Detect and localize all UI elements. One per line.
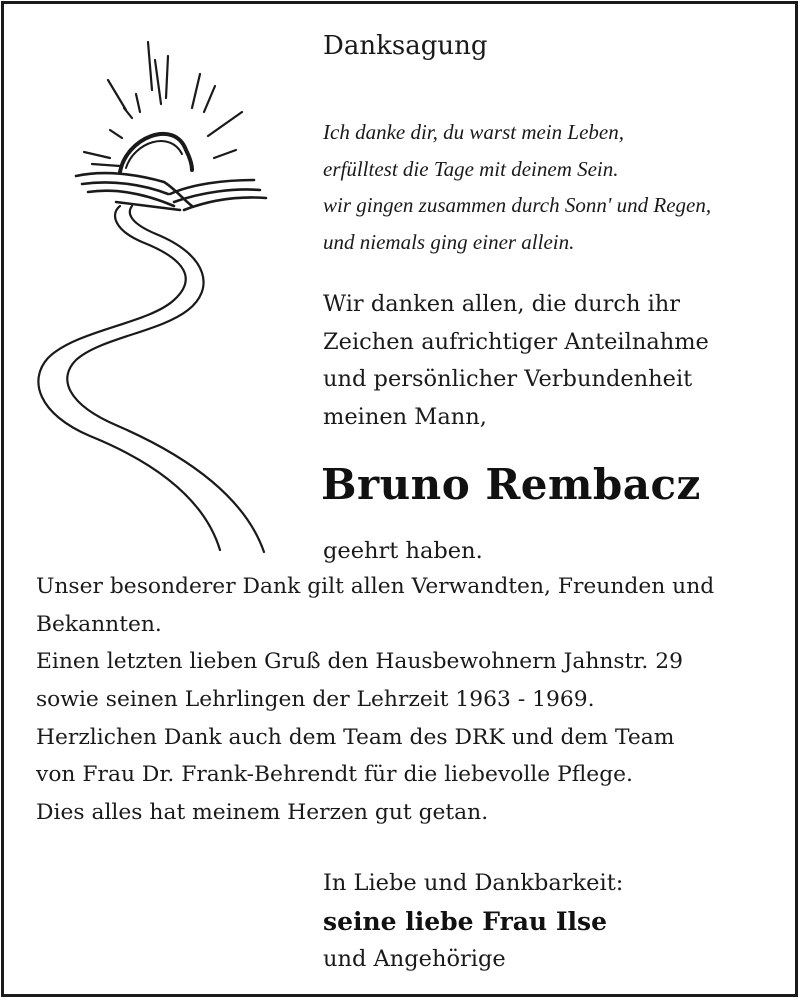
poem-verse [323,114,711,261]
body-line: Dies alles hat meinem Herzen gut getan. [36,800,489,826]
horizon-icon [76,173,266,210]
sun-rays-icon [84,42,242,166]
notice-heading: Danksagung [323,31,488,61]
poem-line: erfülltest die Tage mit deinem Sein. [323,156,619,181]
closing-line: In Liebe und Dankbarkeit: [323,870,624,896]
thanks-intro-line: Wir danken allen, die durch ihr [323,291,681,317]
thanks-intro-line: und persönlicher Verbundenheit [323,366,693,393]
body-line: Unser besonderer Dank gilt allen Verwandten, Freunden und [36,574,715,599]
honored-text: geehrt haben. [323,538,483,564]
thanks-intro-line: Zeichen aufrichtiger Anteilnahme [323,328,709,355]
body-line: Einen letzten lieben Gruß den Hausbewohnern Jahnstr. 29 [36,649,683,675]
poem-line: und niemals ging einer allein. [323,230,575,255]
obituary-thank-you-notice [1,1,798,997]
deceased-name: Bruno Rembacz [321,460,701,509]
thanks-intro-text [323,286,709,437]
sunrise-path-illustration [24,34,284,554]
body-line: sowie seinen Lehrlingen der Lehrzeit 1963 - 1969. [36,687,595,713]
thanks-intro-line: meinen Mann, [323,404,487,431]
body-paragraph [36,568,714,832]
relatives-line: und Angehörige [323,946,506,972]
winding-path-icon [38,206,264,552]
poem-line: Ich danke dir, du warst mein Leben, [323,120,624,144]
poem-line: wir gingen zusammen durch Sonn' und Regen, [323,193,712,218]
signature-name: seine liebe Frau Ilse [323,907,607,936]
body-line: Bekannten. [36,611,162,637]
body-line: Herzlichen Dank auch dem Team des DRK und dem Team [36,724,675,750]
body-line: von Frau Dr. Frank-Behrendt für die liebevolle Pflege. [36,762,633,788]
